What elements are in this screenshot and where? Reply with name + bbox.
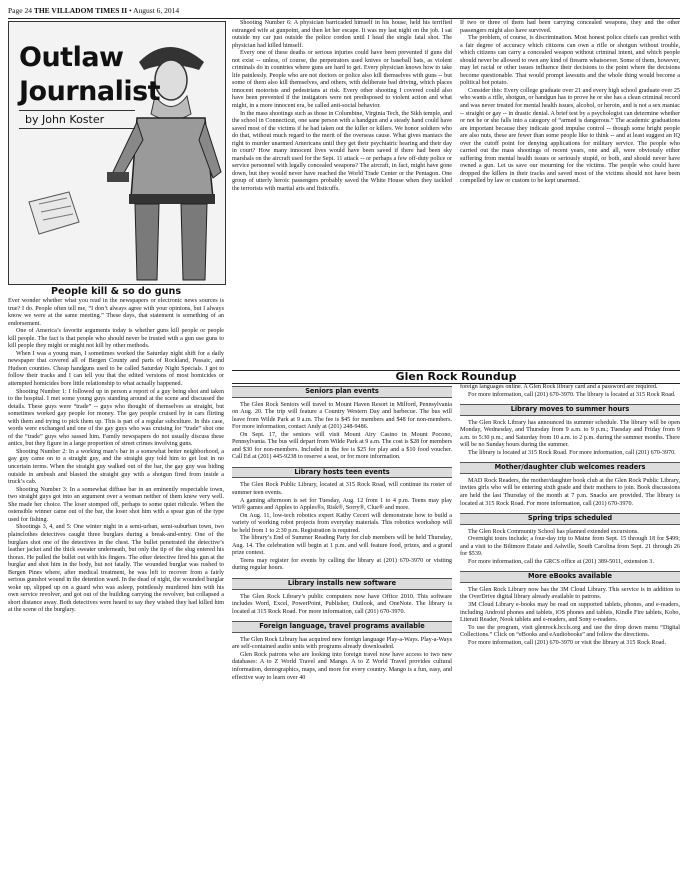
roundup-title: Glen Rock Roundup (390, 371, 523, 383)
paragraph: The Glen Rock Community School has planned extended excursions. (468, 528, 639, 535)
paragraph: The Glen Rock Library has acquired new foreign language Play-a-Ways. Play-a-Ways are self-contained audio units with programs already downloaded. (232, 636, 452, 651)
paragraph: Consider this: Every college graduate over 21 and every high school graduate over 25 who wants a rifle, shotgun, or handgun has to prove he or she has a clean criminal record and was never treated for mental health issues, alcohol, or heroin, and is not a sex maniac -- straight or gay -- in drastic denial. A brief test by a psychologist can determine whether or not he or she falls into a category of “armed is dangerous.” The academic graduations are important because they indicate good impulse control -- though some bright people are also nuts, these are fewer than some people like to think -- and at least suggest an IQ over the cutoff point for denying applications for military service. The people who carried out the mass shootings of recent years, one and all, were obviously either suffering from mental health issues or seriously stupid, or both, and should never have owned a gun. Let us save our mourning for the victims. The people who could have dropped the killers in their tracks and saved most of the victims should not have been compelled by law or custom to be kept unarmed. (460, 87, 680, 185)
paragraph: The Glen Rock Library now has the 3M Cloud Library. This service is in addition to the OverDrive digital library already available to patrons. (460, 586, 680, 601)
paragraph: On Sept. 17, the seniors will visit Mount Airy Casino in Mount Pocono, Pennsylvania. The bus will depart from Wilde Park at 9 a.m. The cost is $28 for members and $30 for non-members. Included in the fee is $25 for play and a $10 food voucher. Call Ed at (201) 445-9238 to reserve a seat, or for more information. (232, 431, 452, 461)
paragraph: Shooting Number 3: In a somewhat diffuse bar in an eminently respectable town, two straight guys got into an argument over a woman neither of them knew very well. She made her choice. The loser stomped off, perhaps to some quiet ridicule. When the ostensible winner came out of the bar, the loser shot him with a spear gun of the type used for fishing. (8, 486, 224, 523)
paragraph: Every one of these deaths or serious injuries could have been prevented if guns did not exist -- unless, of course, the perpetrators used knives or baseball bats, as violent criminals do in countries where guns are hard to get. Every physician knows how to take life painlessly. People who are not doctors or police also kill themselves with guns -- but some of them also kill themselves, and others, with deliberate bad driving, which places innocent motorists and pedestrians at risk. Every other shooting I covered could also have been prevented if the instigators were not predisposed to violent action and what might, in a more innocent era, be called anti-social behavior. (232, 50, 452, 110)
paragraph: The Glen Rock Seniors will travel to Mount Haven Resort in Milford, Pennsylvania on Aug. 20. The trip will feature a Country Western Day and barbecue. The bus will leave from Wilde Park at 9 a.m. The fee is $45 for members and $48 for non-members. For more information, contact Andy at (201) 248-9486. (232, 401, 452, 431)
page-label: Page (8, 6, 23, 15)
paragraph: Shootings 3, 4, and 5: One winter night in a semi-urban, semi-suburban town, two plainclothes detectives caught three burglars during a break-and-entry. One of the burglars shot one of the detectives in the chest. The bullet penetrated the detective’s leather jacket and the thick sweater underneath, but only the tip of the slug entered his thorax. He pulled the bullet out with his fingers. The other detective fired his gun at the burglar and shot him in the body, but not fatally. The wounded burglar was rushed to Bergen Pines where, after medical treatment, he was left to recover from a fairly serious gunshot wound in the detention ward. In the dead of night, the wounded burglar woke up, slipped up on a guard who was asleep, pointlessly murdered him with his own service revolver, and got out of the building carrying the revolver, but collapsed a short distance away. Both detectives were heard to say they wished they had killed him at the scene of the burglary. (8, 524, 224, 614)
outlaw-journalist-cartoon (8, 21, 226, 285)
section-heading: Seniors plan events (232, 386, 452, 398)
paragraph: Shooting Number 6: A physician barricaded himself in his house, held his terrified estranged wife at gunpoint, and then let her escape. It was my last night on the job. I sat outside my car just outside the police cordon until I head the single fatal shot. The physician had killed himself. (232, 20, 452, 49)
paragraph: 3M Cloud Library e-books may be read on supported tablets, phones, and e-readers, including Android phones and tablets, iOS phones and tablets, Kindle Fire tablets, Kobo, Literati Reader, Nook tablets and e-readers, and Sony e-readers. (460, 602, 680, 624)
paragraph: Overnight tours include; a four-day trip to Maine from Sept. 15 through 18 for $499; and a visit to the Biltmore Estate and Ashville, South Carolina from Sept. 21 through 26 for $539. (460, 536, 680, 558)
section-heading: Library installs new software (232, 578, 452, 590)
paragraph: The library’s End of Summer Reading Party for club members will be held Thursday, Aug. 14. The celebration will begin at 1 p.m. and will feature food, prizes, and a grand prize contest. (232, 535, 452, 557)
paragraph: On Aug. 11, low-tech robotics expert Kathy Ceceri will demonstrate how to build a variety of working robot projects from everyday materials. This robotics workshop will be held from 1 to 2:30 p.m. Registration is required. (232, 512, 452, 534)
section-heading: Library hosts teen events (232, 467, 452, 479)
cartoon-title-line-2: Journalist (19, 76, 161, 107)
paragraph: The Glen Rock Library has announced its summer schedule. The library will be open Monday, Wednesday, and Thursday from 9 a.m. to 9 p.m.; Tuesday and Friday from 9 a.m. to 5:30 p.m.; and Saturday from 10 a.m. to 2 p.m. during the summer months. There will be no Sunday hours during the summer. (460, 419, 680, 449)
paragraph: A gaming afternoon is set for Tuesday, Aug. 12 from 1 to 4 p.m. Teens may play Wii® games and Apples to Apples®s, Risk®, Sorry®, Clue® and more. (232, 497, 452, 512)
paragraph: When I was a young man, I sometimes worked the Saturday night shift for a daily newspaper that covered all of Bergen County and parts of Rockland, Passaic, and Hudson counties. Cheap handguns used to be called Saturday Night Specials. I got to follow their tracks and I can tell you that the edited versions of most homicides or attempted homicides bore little relationship to what actually happened. (8, 350, 224, 388)
paragraph: foreign languages online. A Glen Rock library card and a password are required. (460, 384, 658, 390)
paragraph: The Glen Rock Library’s public computers now have Office 2010. This software includes Word, Excel, PowerPoint, Publisher, Outlook, and OneNote. The library is located at 315 Rock Road. For more information, call (201) 670-3970. (232, 593, 452, 615)
section-heading: Mother/daughter club welcomes readers (460, 462, 680, 474)
paragraph: If two or three of them had been carrying concealed weapons, they and the other passengers might also have survived. (460, 20, 680, 34)
paragraph: For more information, call (201) 670-3970. The library is located at 315 Rock Road. (468, 391, 676, 398)
column-title: People kill & so do guns (50, 286, 182, 297)
paragraph: For more information, call the GRCS office at (201) 389-5011, extension 3. (468, 558, 654, 565)
section-heading: Spring trips scheduled (460, 513, 680, 525)
section-heading: Library moves to summer hours (460, 404, 680, 416)
issue-date: August 6, 2014 (133, 6, 180, 15)
column-body-3 (460, 20, 680, 186)
roundup-column-left (232, 384, 452, 682)
paragraph: The problem, of course, is discrimination. Most honest police chiefs can predict with a fair degree of accuracy which citizens can own a rifle or shotgun without trouble, which citizens can carry a concealed weapon without criminal intent, and which people should never be allowed to own any kind of firearm whatsoever. Some of them, however, may let racial or other issues influence their decisions to the point where the decisions become questionable. That would prompt lawsuits and the whole thing would become a political hot potato. (460, 35, 680, 87)
roundup-banner (232, 370, 680, 384)
section-heading: More eBooks available (460, 571, 680, 583)
paragraph: Teens may register for events by calling the library at (201) 670-3970 or visiting during regular hours. (232, 557, 452, 572)
paragraph: Shooting Number 2: In a working man’s bar in a somewhat better neighborhood, a gay guy came on to a straight guy, and the straight guy told him to get lost in no uncertain terms. When the straight guy walked out of the bar, the gay guy was hiding outside in ambush and blasted the straight guy with a shotgun fired from inside a truck’s cab. (8, 448, 224, 486)
paragraph: In the mass shootings such as those in Columbine, Virginia Tech, the Sikh temple, and the school in Connecticut, one sane person with a handgun and a steady hand could have saved most of the victims if he had taken out the killer or killers. We honor soldiers who do that, without much regard to the merit of the overseas cause. What gives maniacs the right to murder unarmed Americans until they get their psychiatric hearing and their day in court? How many innocent lives would have been saved if there had been sky marshals on the aircraft used for the Sept. 11 attack -- or perhaps a few off-duty police or service personnel with legally concealed weapons? The aircraft, in fact, might have gone down, but they would never have reached the World Trade Center or the Pentagon. One group of utterly heroic passengers probably saved the White House when they tackled the terrorists with martial arts and fisticuffs. (232, 110, 452, 193)
paragraph: The Glen Rock Public Library, located at 315 Rock Road, will continue its roster of summer teen events. (232, 482, 452, 497)
paragraph: Shooting Number 1: I followed up in person a report of a guy being shot and taken to the hospital. I met some young guys standing around at the scene and discussed the details. These guys were “trade” -- guys who thought of themselves as straight, but sometimes worked gay people for money. The gay people cruised by in cars flirting with them and trying to pick them up. This is part of a regular subculture. In this case, words were exchanged and one of the gay guys who was cruising for “trade” shot one of the “trade” guys who sassed him. Family newspapers do not usually discuss these antics, but they figure in a large proportion of street crimes involving guns. (8, 388, 224, 448)
bullet-separator: • (129, 6, 132, 15)
header-rule (8, 18, 680, 19)
cartoon-title-line-1: Outlaw (19, 42, 124, 73)
paragraph: For more information, call (201) 670-3970 or visit the library at 315 Rock Road. (468, 639, 666, 646)
section-heading: Foreign language, travel programs available (232, 621, 452, 633)
edition: II (121, 6, 128, 15)
column-body-1 (8, 298, 224, 615)
paragraph: Glen Rock patrons who are looking into foreign travel now have access to two new databases: A to Z World Travel and Mango. A to Z World Travel provides cultural information, demographics, maps, and more for every country. Mango is a fun, easy, and effective way to learn over 40 (232, 651, 452, 681)
cartoon-byline: by John Koster (19, 110, 135, 129)
paragraph: One of America’s favorite arguments today is whether guns kill people or people kill people. The fact is that people who should never be trusted with a gun use guns to kill people they might or might not kill by other methods. (8, 328, 224, 350)
paragraph: Ever wonder whether what you read in the newspapers or electronic news sources is true? I do. People often tell me, “I don’t always agree with your opinions, but I always know we were at the same meeting.” These days, that statement is something of an endorsement. (8, 298, 224, 327)
paragraph: To use the program, visit glenrock.bccls.org and use the drop down menu “Digital Collections.” Click on “eBooks and eAudiobooks” and follow the directions. (460, 624, 680, 639)
paper-name: THE VILLADOM TIMES (33, 6, 120, 15)
paragraph: MAD Rock Readers, the mother/daughter book club at the Glen Rock Public Library, invites girls who will be entering sixth grade and their mothers to join. Book discussions are held the last Thursday of the month at 7 p.m. Snacks are provided. The library is located at 315 Rock Road. For more information, call (201) 670-3970. (460, 477, 680, 507)
page-number: 24 (24, 6, 32, 15)
column-body-2 (232, 20, 452, 194)
page-header (8, 6, 179, 15)
paragraph: The library is located at 315 Rock Road. For more information, call (201) 670-3970. (468, 449, 676, 456)
roundup-column-right (460, 384, 680, 647)
